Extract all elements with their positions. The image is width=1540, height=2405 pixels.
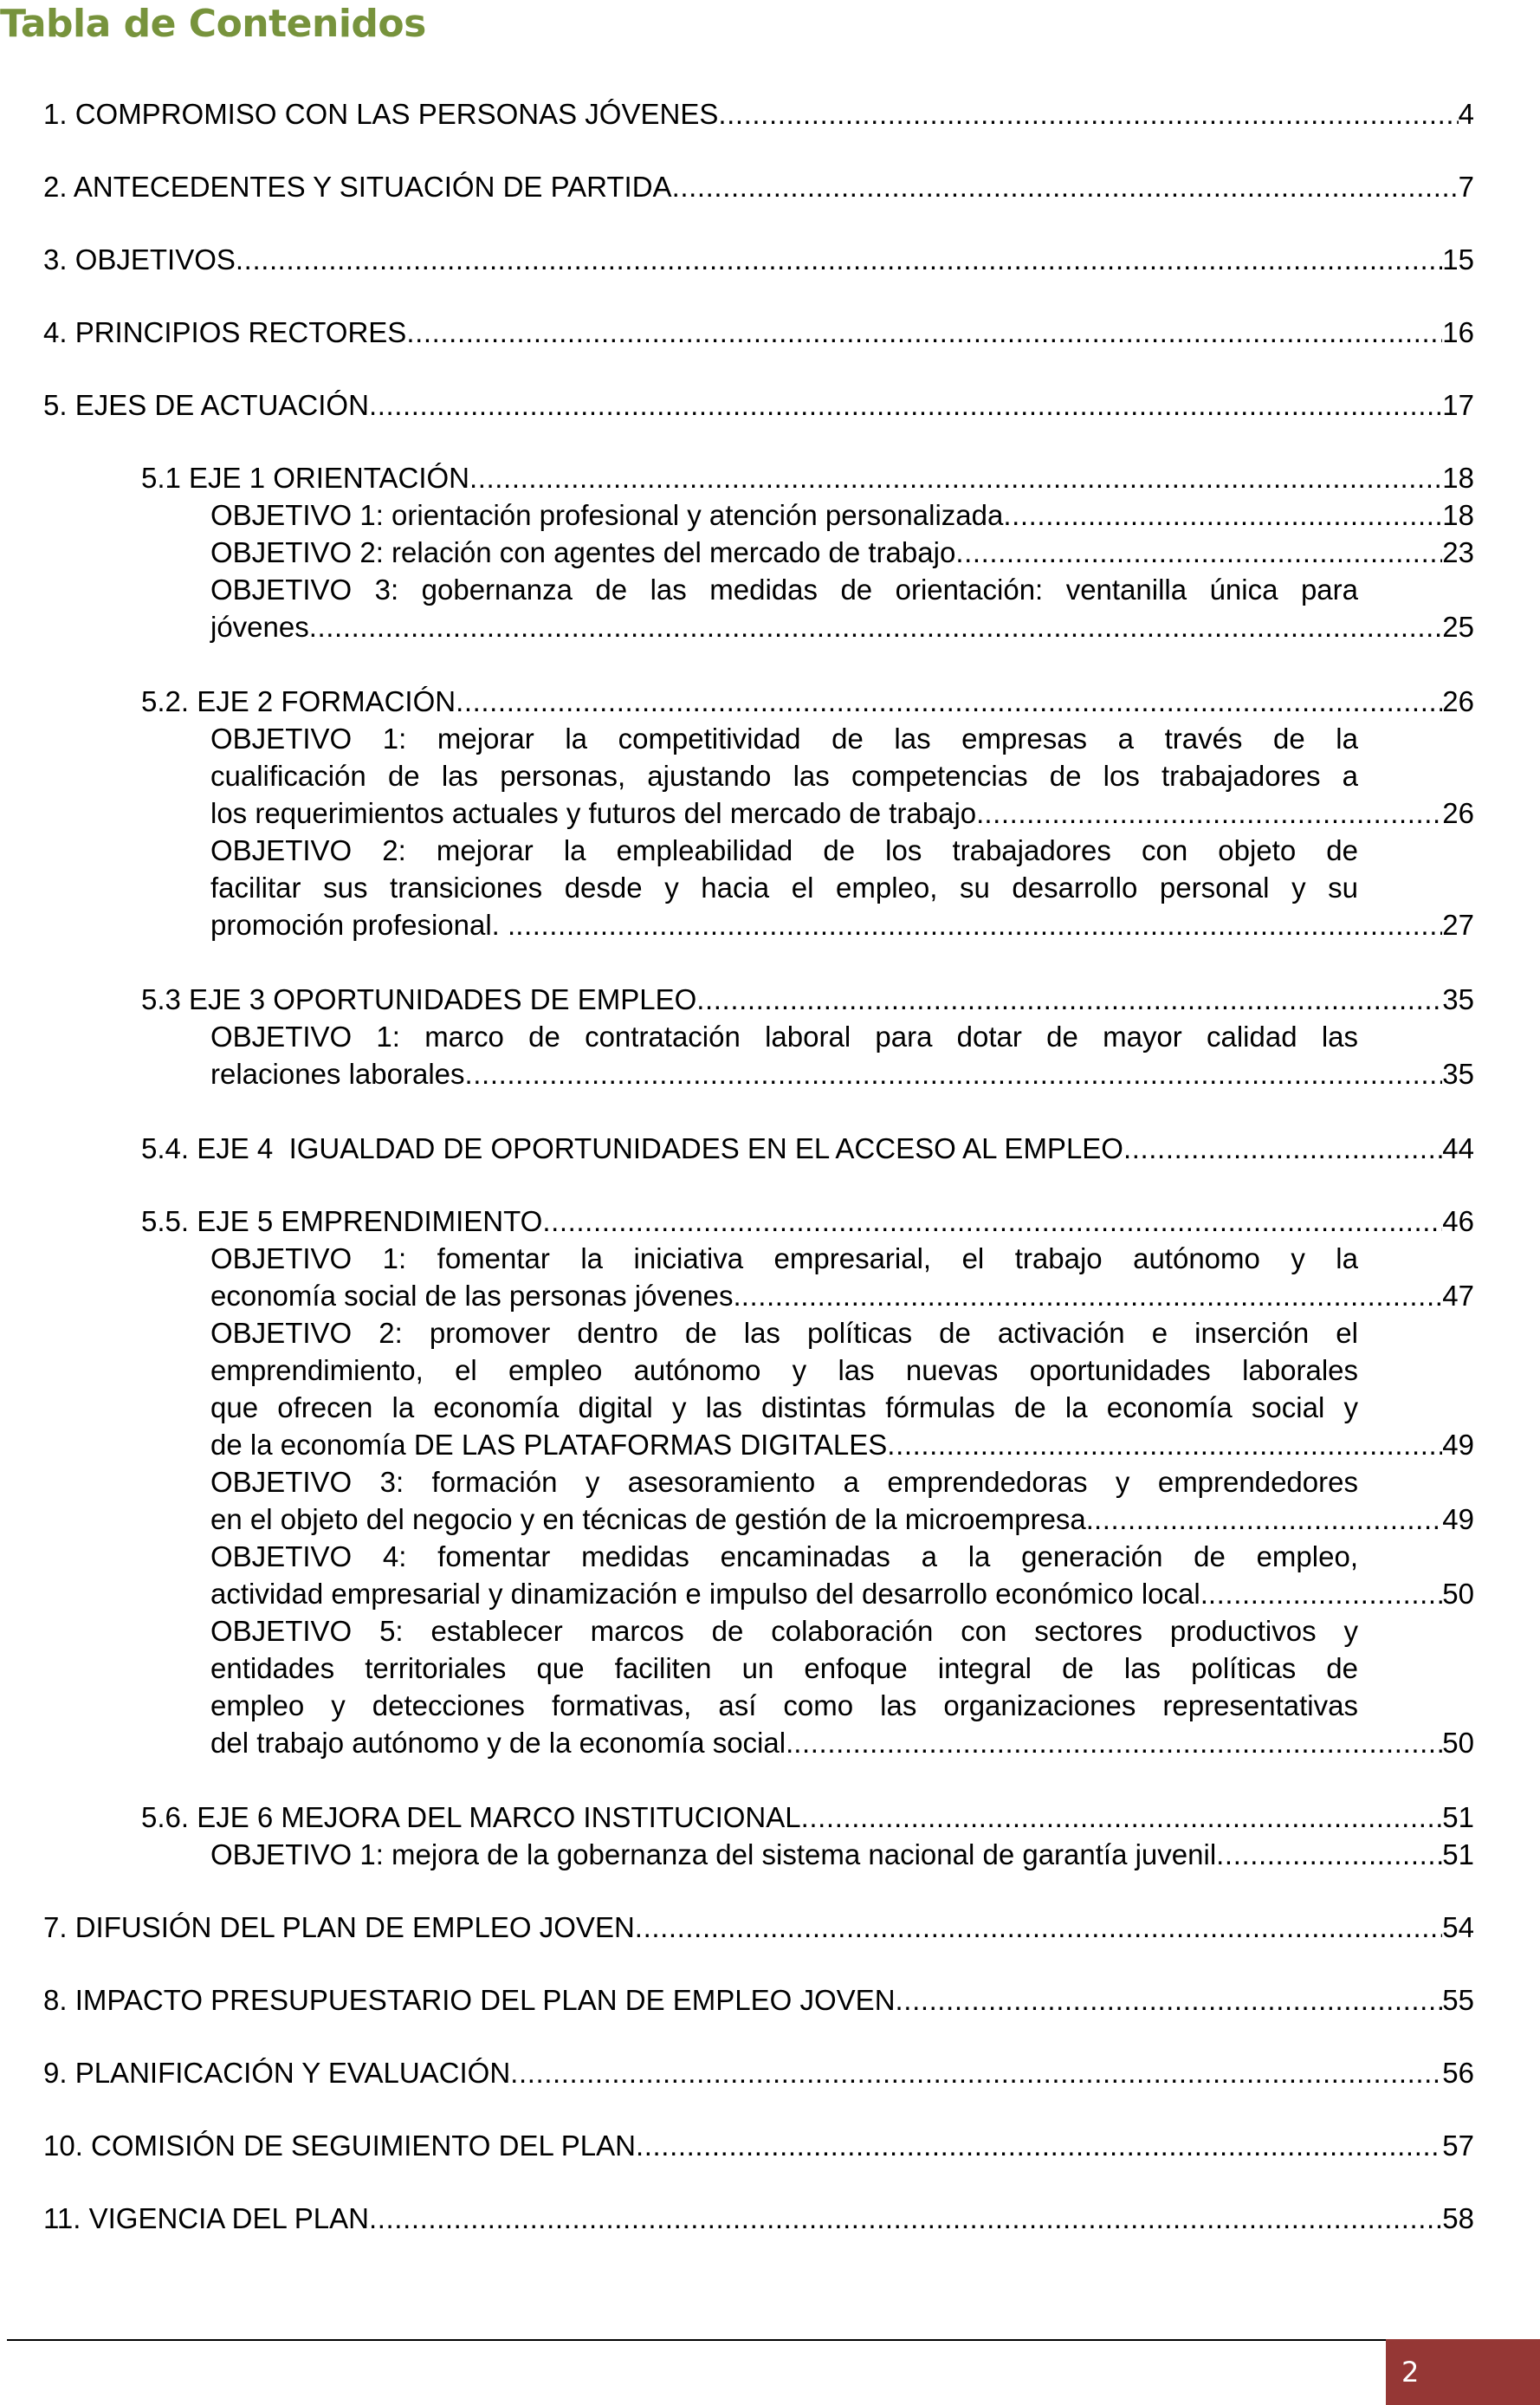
toc-entry-label: 5.1 EJE 1 ORIENTACIÓN — [141, 462, 469, 494]
toc-entry[interactable] — [43, 314, 1474, 351]
toc-entry-page-number: 35 — [1442, 983, 1474, 1015]
toc-entry-label: del trabajo autónomo y de la economía social. — [210, 1727, 794, 1759]
toc-entry-text-line: empleo y detecciones formativas, así como las organizaciones representativas — [210, 1689, 1358, 1721]
toc-entry-page-number: 49 — [1442, 1503, 1474, 1535]
toc-entry-leader-line — [210, 534, 1474, 571]
toc-entry-label: 4. PRINCIPIOS RECTORES — [43, 316, 407, 348]
toc-entry-label: 5.2. EJE 2 FORMACIÓN — [141, 685, 456, 717]
toc-entry-text-line: emprendimiento, el empleo autónomo y las nuevas oportunidades laborales — [210, 1354, 1358, 1386]
toc-entry-leader-line — [141, 683, 1474, 720]
toc-entry[interactable] — [210, 496, 1474, 534]
toc-entry-text-line: facilitar sus transiciones desde y hacia el empleo, su desarrollo personal y su — [210, 872, 1358, 904]
toc-entry[interactable] — [210, 1314, 1474, 1463]
toc-entry-leader-line — [43, 386, 1474, 424]
toc-entry-page-number: 55 — [1442, 1984, 1474, 2016]
toc-entry-leader-line — [43, 314, 1474, 351]
toc-dot-leader — [955, 534, 1442, 571]
toc-entry-text-line: entidades territoriales que faciliten un enfoque integral de las políticas de — [210, 1652, 1358, 1684]
toc-entry-page-number: 47 — [1442, 1280, 1474, 1312]
toc-dot-leader — [896, 1981, 1443, 2019]
toc-entry[interactable] — [141, 1799, 1474, 1836]
toc-entry[interactable] — [210, 534, 1474, 571]
toc-entry-text-line: OBJETIVO 1: fomentar la iniciativa empresarial, el trabajo autónomo y la — [210, 1242, 1358, 1274]
toc-entry-label: 7. DIFUSIÓN DEL PLAN DE EMPLEO JOVEN — [43, 1911, 635, 1943]
toc-entry-label: 10. COMISIÓN DE SEGUIMIENTO DEL PLAN — [43, 2129, 636, 2162]
toc-entry[interactable] — [43, 1981, 1474, 2019]
toc-entry-label: 9. PLANIFICACIÓN Y EVALUACIÓN — [43, 2057, 511, 2089]
toc-entry-label: los requerimientos actuales y futuros del mercado de trabajo. — [210, 797, 985, 829]
toc-dot-leader — [369, 386, 1442, 424]
toc-entry-text-line: OBJETIVO 3: gobernanza de las medidas de orientación: ventanilla única para — [210, 574, 1358, 606]
toc-entry-label: jóvenes — [210, 611, 309, 643]
toc-entry-text-line: cualificación de las personas, ajustando las competencias de los trabajadores a — [210, 760, 1358, 792]
toc-entry[interactable] — [43, 2127, 1474, 2164]
toc-entry-label: relaciones laborales — [210, 1058, 465, 1090]
toc-entry[interactable] — [141, 1130, 1474, 1167]
toc-entry[interactable] — [210, 1538, 1474, 1612]
toc-entry-label: 5.6. EJE 6 MEJORA DEL MARCO INSTITUCIONAL — [141, 1801, 801, 1833]
toc-entry-leader-line — [210, 1277, 1474, 1314]
toc-entry-leader-line — [210, 794, 1474, 832]
toc-dot-leader — [672, 168, 1459, 205]
page-number-badge — [1386, 2339, 1540, 2405]
toc-entry-page-number: 49 — [1442, 1429, 1474, 1461]
toc-entry-leader-line — [141, 1799, 1474, 1836]
toc-entry-leader-line — [43, 1981, 1474, 2019]
toc-dot-leader — [469, 459, 1442, 496]
toc-dot-leader — [236, 241, 1442, 278]
toc-entry-text-line: OBJETIVO 1: mejorar la competitividad de las empresas a través de la — [210, 723, 1358, 755]
toc-entry-page-number: 26 — [1442, 797, 1474, 829]
toc-entry-page-number: 54 — [1442, 1911, 1474, 1943]
toc-dot-leader — [635, 1909, 1442, 1946]
toc-entry-page-number: 35 — [1442, 1058, 1474, 1090]
toc-dot-leader — [801, 1799, 1443, 1836]
toc-entry[interactable] — [141, 1202, 1474, 1240]
toc-entry-text-line: OBJETIVO 3: formación y asesoramiento a emprendedoras y emprendedores — [210, 1466, 1358, 1498]
toc-entry-page-number: 25 — [1442, 611, 1474, 643]
toc-entry-leader-line — [210, 1501, 1474, 1538]
toc-entry-label: 8. IMPACTO PRESUPUESTARIO DEL PLAN DE EMPLEO JOVEN — [43, 1984, 896, 2016]
toc-dot-leader — [636, 2127, 1442, 2164]
toc-dot-leader — [793, 1724, 1442, 1761]
toc-entry-leader-line — [210, 1055, 1474, 1092]
toc-entry[interactable] — [43, 241, 1474, 278]
toc-entry-page-number: 50 — [1442, 1727, 1474, 1759]
page-number: 2 — [1401, 2356, 1420, 2389]
toc-dot-leader — [1123, 1130, 1442, 1167]
toc-entry-text-line: que ofrecen la economía digital y las distintas fórmulas de la economía social y — [210, 1391, 1358, 1423]
toc-entry[interactable] — [210, 1240, 1474, 1314]
toc-entry[interactable] — [43, 2200, 1474, 2237]
toc-entry-leader-line — [210, 1426, 1474, 1463]
toc-entry-label: 5.4. EJE 4 IGUALDAD DE OPORTUNIDADES EN EL ACCESO AL EMPLEO — [141, 1132, 1123, 1164]
toc-entry[interactable] — [210, 1018, 1474, 1092]
toc-entry-text-line: OBJETIVO 2: promover dentro de las políticas de activación e inserción el — [210, 1317, 1358, 1349]
toc-entry-leader-line — [43, 241, 1474, 278]
toc-dot-leader — [741, 1277, 1443, 1314]
toc-entry-leader-line — [141, 1130, 1474, 1167]
toc-dot-leader — [1208, 1575, 1442, 1612]
toc-entry-text-line: OBJETIVO 2: mejorar la empleabilidad de los trabajadores con objeto de — [210, 834, 1358, 866]
toc-entry-page-number: 18 — [1442, 462, 1474, 494]
toc-dot-leader — [887, 1426, 1442, 1463]
toc-dot-leader — [718, 95, 1458, 133]
toc-entry-page-number: 27 — [1442, 909, 1474, 941]
toc-entry[interactable] — [210, 1463, 1474, 1538]
toc-entry-page-number: 18 — [1442, 499, 1474, 531]
toc-dot-leader — [465, 1055, 1443, 1092]
toc-entry-page-number: 51 — [1442, 1801, 1474, 1833]
toc-entry-leader-line — [43, 2127, 1474, 2164]
toc-entry-text-line: OBJETIVO 5: establecer marcos de colaboración con sectores productivos y — [210, 1615, 1358, 1647]
toc-entry[interactable] — [210, 720, 1474, 832]
toc-dot-leader — [1003, 496, 1442, 534]
toc-entry-leader-line — [210, 1575, 1474, 1612]
toc-entry-page-number: 4 — [1458, 98, 1474, 130]
toc-entry-label: en el objeto del negocio y en técnicas de gestión de la microempresa. — [210, 1503, 1094, 1535]
toc-dot-leader — [542, 1202, 1442, 1240]
toc-entry-leader-line — [210, 906, 1474, 943]
toc-entry-page-number: 50 — [1442, 1578, 1474, 1610]
toc-title: Tabla de Contenidos — [0, 2, 426, 46]
toc-entry-page-number: 58 — [1442, 2202, 1474, 2234]
toc-entry-label: 1. COMPROMISO CON LAS PERSONAS JÓVENES — [43, 98, 719, 130]
toc-entry[interactable] — [43, 168, 1474, 205]
toc-entry[interactable] — [141, 683, 1474, 720]
toc-dot-leader — [1094, 1501, 1442, 1538]
toc-entry-label: 5.5. EJE 5 EMPRENDIMIENTO — [141, 1205, 543, 1237]
toc-entry-text-line: OBJETIVO 1: marco de contratación laboral para dotar de mayor calidad las — [210, 1021, 1358, 1053]
toc-entry-label: 5.3 EJE 3 OPORTUNIDADES DE EMPLEO — [141, 983, 697, 1015]
toc-entry-leader-line — [210, 1836, 1474, 1873]
toc-entry-leader-line — [141, 1202, 1474, 1240]
toc-entry-label: OBJETIVO 1: mejora de la gobernanza del sistema nacional de garantía juvenil — [210, 1838, 1217, 1870]
toc-entry-label: OBJETIVO 1: orientación profesional y atención personalizada — [210, 499, 1004, 531]
toc-dot-leader — [406, 314, 1442, 351]
toc-entry[interactable] — [43, 386, 1474, 424]
toc-entry-leader-line — [210, 496, 1474, 534]
toc-entry-label: OBJETIVO 2: relación con agentes del mercado de trabajo — [210, 536, 956, 568]
toc-entry-page-number: 16 — [1442, 316, 1474, 348]
toc-dot-leader — [456, 683, 1442, 720]
toc-dot-leader — [1216, 1836, 1442, 1873]
toc-entry[interactable] — [43, 1909, 1474, 1946]
toc-entry-leader-line — [141, 981, 1474, 1018]
toc-entry-label: 2. ANTECEDENTES Y SITUACIÓN DE PARTIDA — [43, 171, 672, 203]
toc-entry-leader-line — [43, 95, 1474, 133]
toc-entry-page-number: 15 — [1442, 243, 1474, 276]
toc-entry[interactable] — [210, 832, 1474, 943]
toc-entry-leader-line — [141, 459, 1474, 496]
toc-entry-label: economía social de las personas jóvenes. — [210, 1280, 741, 1312]
toc-dot-leader — [984, 794, 1442, 832]
toc-entry-page-number: 57 — [1442, 2129, 1474, 2162]
toc-entry-label: 5. EJES DE ACTUACIÓN — [43, 389, 369, 421]
toc-entry-page-number: 51 — [1442, 1838, 1474, 1870]
toc-entry[interactable] — [43, 2054, 1474, 2091]
toc-entry-text-line: OBJETIVO 4: fomentar medidas encaminadas a la generación de empleo, — [210, 1540, 1358, 1572]
toc-entry-leader-line — [43, 2200, 1474, 2237]
toc-entry-leader-line — [210, 1724, 1474, 1761]
toc-entry-page-number: 7 — [1458, 171, 1474, 203]
toc-entry[interactable] — [210, 1612, 1474, 1761]
footer-divider — [7, 2339, 1386, 2341]
toc-entry-page-number: 17 — [1442, 389, 1474, 421]
toc-entry-label: promoción profesional. . — [210, 909, 516, 941]
toc-entry-page-number: 56 — [1442, 2057, 1474, 2089]
toc-entry-page-number: 44 — [1442, 1132, 1474, 1164]
toc-dot-leader — [510, 2054, 1442, 2091]
toc-entry-page-number: 26 — [1442, 685, 1474, 717]
toc-entry[interactable] — [210, 1836, 1474, 1873]
toc-entry-page-number: 23 — [1442, 536, 1474, 568]
toc-dot-leader — [369, 2200, 1442, 2237]
toc-entry[interactable] — [141, 459, 1474, 496]
toc-entry-label: 11. VIGENCIA DEL PLAN — [43, 2202, 369, 2234]
toc-entry-leader-line — [43, 2054, 1474, 2091]
toc-entry-leader-line — [210, 608, 1474, 645]
toc-dot-leader — [696, 981, 1442, 1018]
toc-entry[interactable] — [210, 571, 1474, 645]
toc-entry[interactable] — [141, 981, 1474, 1018]
toc-entry-label: 3. OBJETIVOS — [43, 243, 236, 276]
toc-entry-leader-line — [43, 168, 1474, 205]
toc-entry-leader-line — [43, 1909, 1474, 1946]
toc-entry[interactable] — [43, 95, 1474, 133]
toc-dot-leader — [515, 906, 1442, 943]
toc-dot-leader — [309, 608, 1443, 645]
toc-entry-label: de la economía DE LAS PLATAFORMAS DIGITALES — [210, 1429, 888, 1461]
toc-entry-label: actividad empresarial y dinamización e impulso del desarrollo económico local. — [210, 1578, 1208, 1610]
toc-entry-page-number: 46 — [1442, 1205, 1474, 1237]
